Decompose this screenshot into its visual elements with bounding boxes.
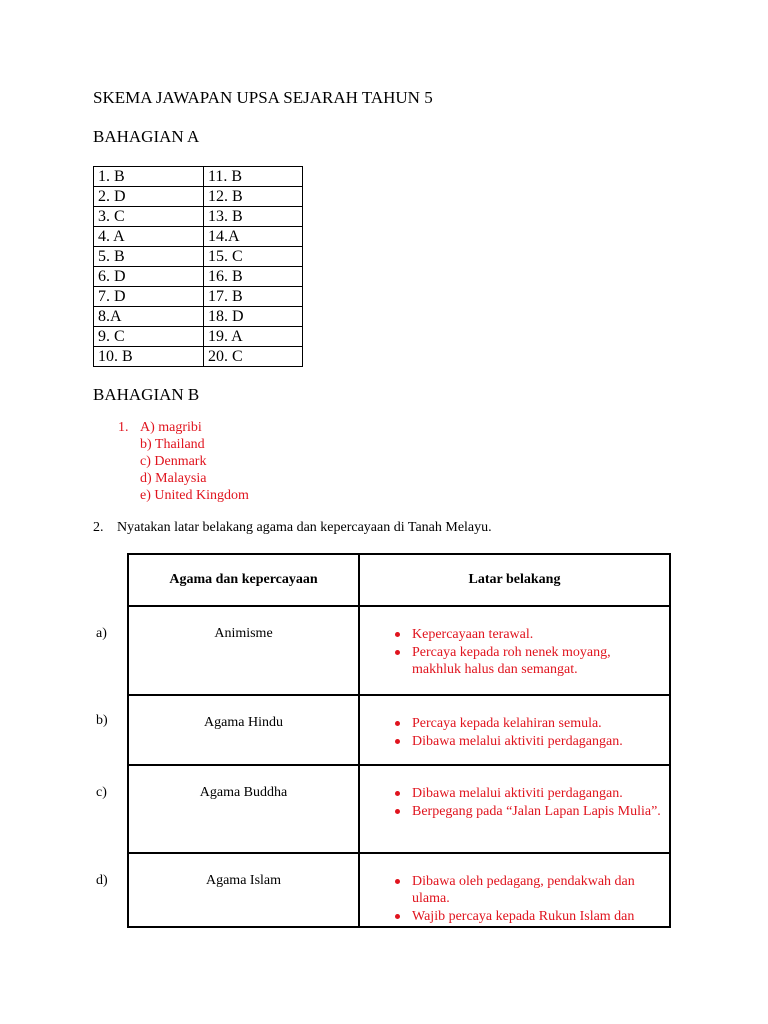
answer-cell: 5. B [94, 247, 204, 267]
table-row [94, 227, 303, 247]
table-row [94, 267, 303, 287]
answer-cell: 3. C [94, 207, 204, 227]
answer-cell: 17. B [204, 287, 303, 307]
table-row [128, 765, 670, 853]
column-header-background: Latar belakang [359, 554, 670, 606]
answer-cell: 7. D [94, 287, 204, 307]
list-item: Wajib percaya kepada Rukun Islam dan [412, 908, 663, 925]
row-label: c) [96, 785, 107, 800]
religion-background-table [127, 553, 671, 928]
table-row [128, 695, 670, 765]
answer-cell: 4. A [94, 227, 204, 247]
answer-cell: 10. B [94, 347, 204, 367]
question-number: 2. [93, 520, 104, 535]
religion-name: Animisme [128, 606, 359, 695]
column-header-religion: Agama dan kepercayaan [128, 554, 359, 606]
table-header-row [128, 554, 670, 606]
table-row [94, 207, 303, 227]
list-item: Berpegang pada “Jalan Lapan Lapis Mulia”. [412, 803, 663, 820]
answer-cell: 11. B [204, 167, 303, 187]
table-row [128, 853, 670, 927]
question-number: 1. [118, 420, 129, 435]
row-label: a) [96, 626, 107, 641]
list-item: Dibawa melalui aktiviti perdagangan. [412, 733, 663, 750]
list-item: Dibawa oleh pedagang, pendakwah dan ulama. [412, 873, 663, 907]
answer-cell: 2. D [94, 187, 204, 207]
list-item: Kepercayaan terawal. [412, 626, 663, 643]
section-a-answer-table [93, 166, 303, 367]
answer-cell: 19. A [204, 327, 303, 347]
answer-cell: 9. C [94, 327, 204, 347]
table-row [94, 347, 303, 367]
answer-cell: 6. D [94, 267, 204, 287]
list-item: Percaya kepada kelahiran semula. [412, 715, 663, 732]
table-row [94, 287, 303, 307]
table-row [94, 327, 303, 347]
answer-cell: 15. C [204, 247, 303, 267]
list-item: e) United Kingdom [140, 488, 249, 503]
answer-cell: 12. B [204, 187, 303, 207]
table-row [94, 187, 303, 207]
answer-cell: 14.A [204, 227, 303, 247]
list-item: A) magribi [140, 420, 202, 435]
answer-cell: 20. C [204, 347, 303, 367]
answer-cell: 18. D [204, 307, 303, 327]
document-title: SKEMA JAWAPAN UPSA SEJARAH TAHUN 5 [93, 88, 433, 107]
row-label: b) [96, 713, 108, 728]
list-item: Dibawa melalui aktiviti perdagangan. [412, 785, 663, 802]
religion-name: Agama Islam [128, 853, 359, 927]
table-row [94, 167, 303, 187]
answer-cell: 16. B [204, 267, 303, 287]
religion-name: Agama Buddha [128, 765, 359, 853]
table-row [94, 247, 303, 267]
section-b-heading: BAHAGIAN B [93, 385, 200, 404]
list-item: d) Malaysia [140, 471, 207, 486]
list-item: Percaya kepada roh nenek moyang, makhluk halus dan semangat. [412, 644, 663, 678]
list-item: b) Thailand [140, 437, 205, 452]
list-item: c) Denmark [140, 454, 207, 469]
section-a-heading: BAHAGIAN A [93, 127, 200, 146]
answer-cell: 1. B [94, 167, 204, 187]
table-row [128, 606, 670, 695]
answer-cell: 8.A [94, 307, 204, 327]
answer-cell: 13. B [204, 207, 303, 227]
religion-name: Agama Hindu [128, 695, 359, 765]
question-text: Nyatakan latar belakang agama dan kepercayaan di Tanah Melayu. [117, 520, 492, 535]
row-label: d) [96, 873, 108, 888]
table-row [94, 307, 303, 327]
